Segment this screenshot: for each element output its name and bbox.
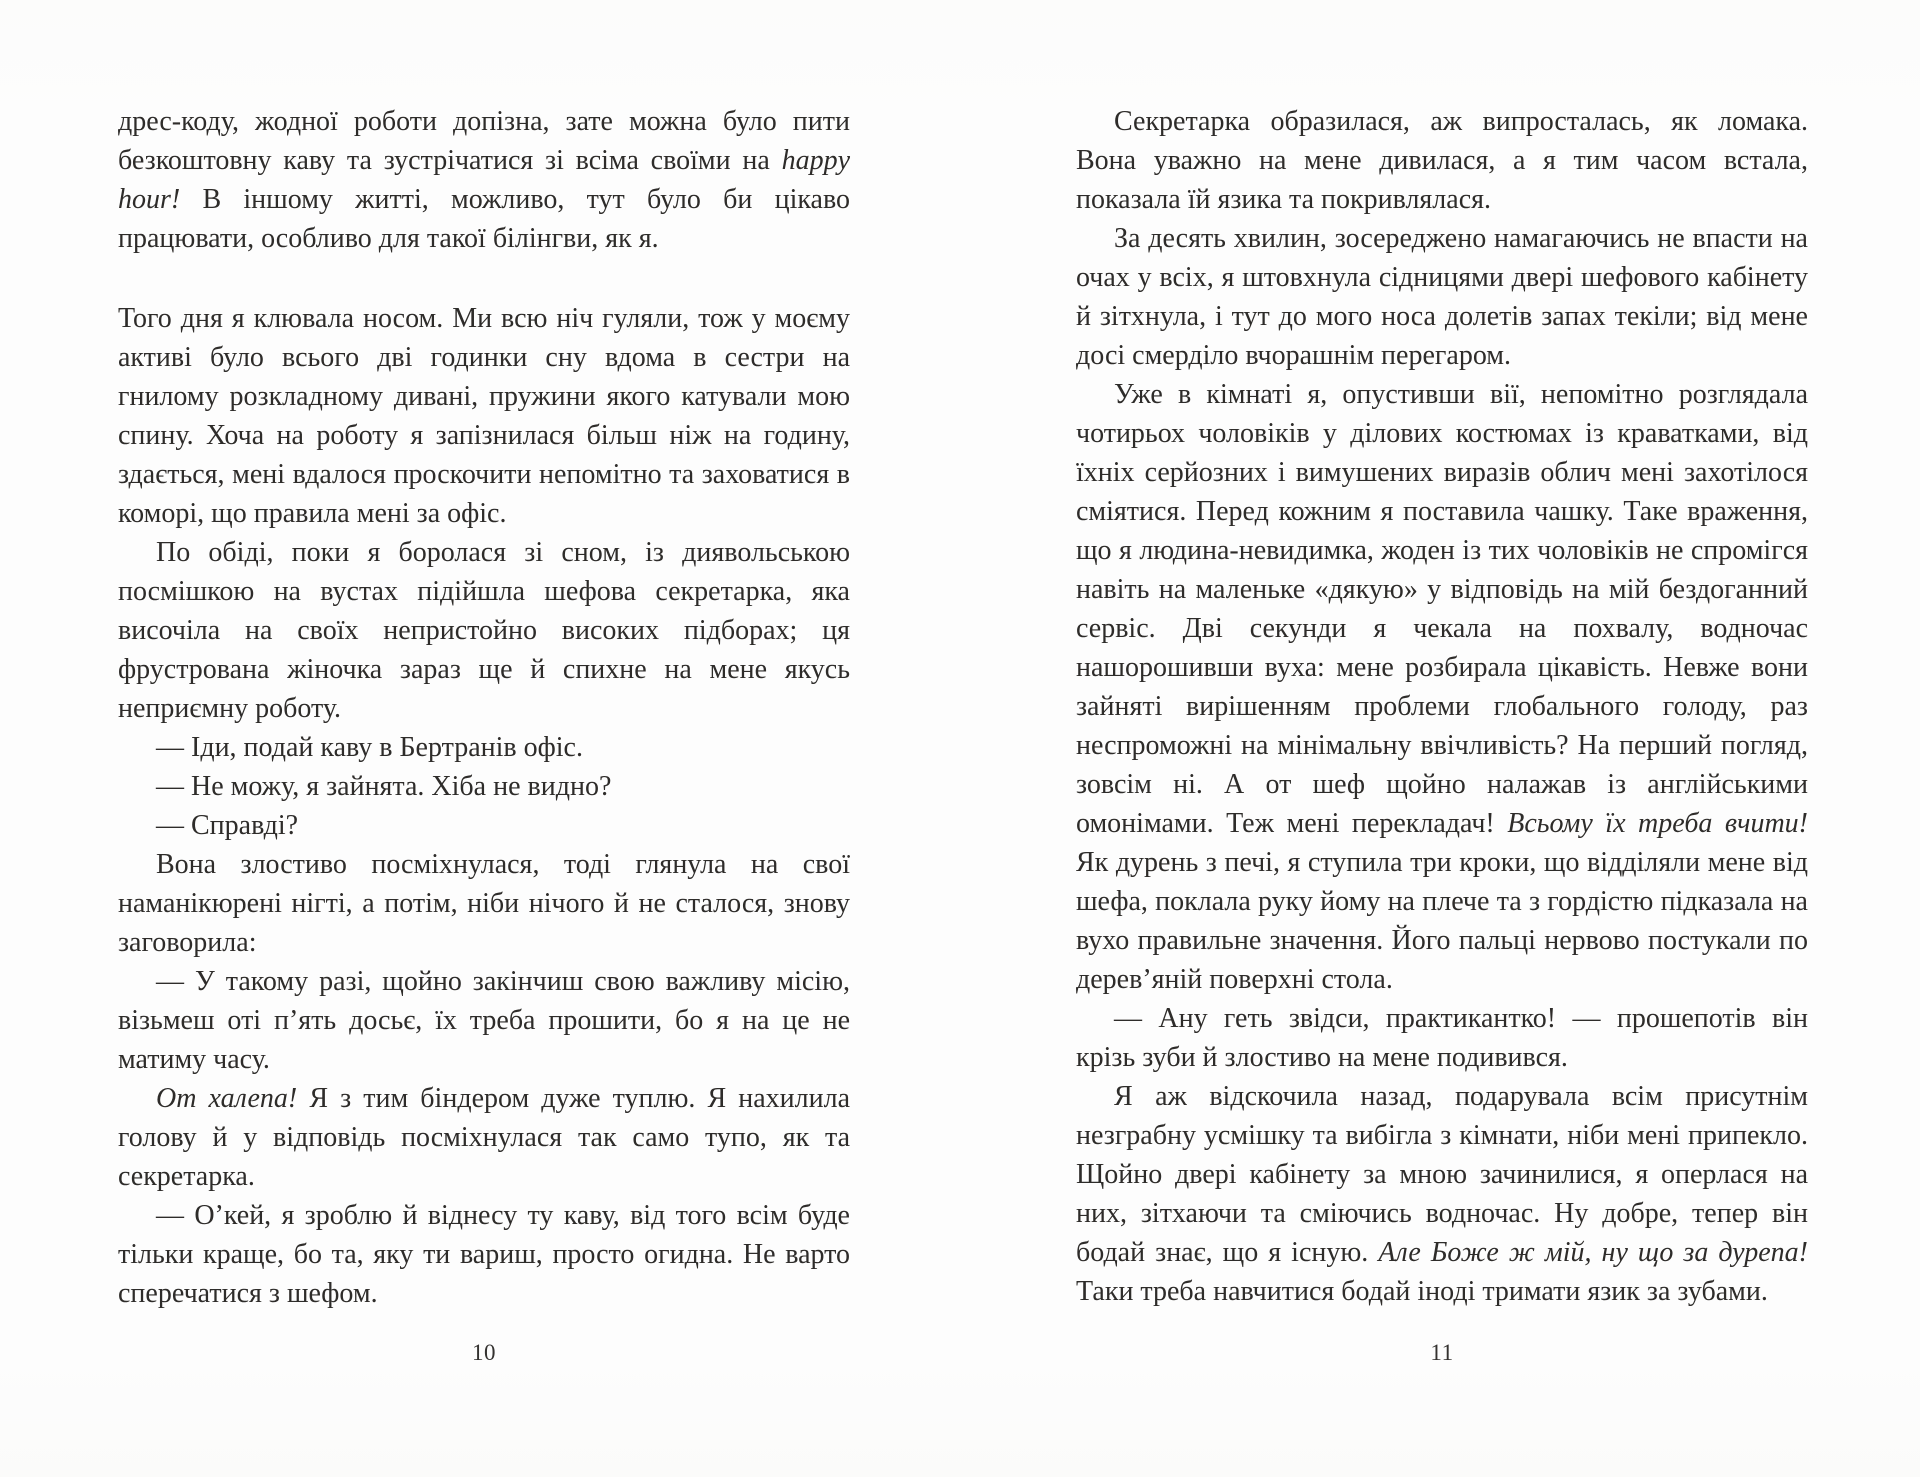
text-run: Вона злостиво посміхнулася, тоді глянула на свої наманікюрені нігті, а потім, ніби нічого й не сталося, знову заговорила: xyxy=(118,849,850,958)
paragraph xyxy=(118,1196,850,1313)
page-right-text-column xyxy=(1076,102,1808,1311)
paragraph xyxy=(118,1079,850,1196)
paragraph xyxy=(118,806,850,845)
text-run: За десять хвилин, зосереджено намагаючись не впасти на очах у всіх, я штовхнула сідницями двері шефового кабінету й зітхнула, і тут до мого носа долетів запах текіли; від мене досі смерділо вчорашнім перегаром. xyxy=(1076,223,1808,371)
paragraph xyxy=(118,767,850,806)
text-run: По обіді, поки я боролася зі сном, із диявольською посмішкою на вустах підійшла шефова секретарка, яка височіла на своїх непристойно високих підборах; ця фрустрована жіночка зараз ще й спихне на мене якусь неприємну роботу. xyxy=(118,537,850,724)
paragraph xyxy=(118,845,850,962)
text-run: — Ану геть звідси, практикантко! — прошепотів він крізь зуби й злостиво на мене подивився. xyxy=(1076,1003,1808,1073)
book-page-left xyxy=(118,0,850,1477)
text-run: — Іди, подай каву в Бертранів офіс. xyxy=(156,732,583,763)
italic-text-run: happy hour! xyxy=(118,145,850,215)
text-run: Того дня я клювала носом. Ми всю ніч гуляли, тож у моєму активі було всього дві годинки сну вдома в сестри на гнилому розкладному дивані, пружини якого катували мою спину. Хоча на роботу я запізнилася більш ніж на годину, здається, мені вдалося проскочити непомітно та заховатися в коморі, що правила мені за офіс. xyxy=(118,303,850,529)
paragraph xyxy=(118,102,850,258)
text-run: Секретарка образилася, аж випросталась, як ломака. Вона уважно на мене дивилася, а я тим часом встала, показала їй язика та покривлялася. xyxy=(1076,106,1808,215)
italic-text-run: Але Боже ж мій, ну що за дурепа! xyxy=(1378,1237,1808,1268)
text-run: — У такому разі, щойно закінчиш свою важливу місію, візьмеш оті п’ять досьє, їх треба прошити, бо я на це не матиму часу. xyxy=(118,966,850,1075)
paragraph xyxy=(118,962,850,1079)
paragraph xyxy=(118,299,850,533)
text-run: Уже в кімнаті я, опустивши вії, непомітно розглядала чотирьох чоловіків у ділових костюмах із краватками, від їхніх серйозних і вимушених виразів облич мені захотілося сміятися. Перед кожним я поставила чашку. Таке враження, що я людина-невидимка, жоден із тих чоловіків не спромігся навіть на маленьке «дякую» у відповідь на мій бездоганний сервіс. Дві секунди я чекала на похвалу, водночас нашорошивши вуха: мене розбирала цікавість. Невже вони зайняті вирішенням проблеми глобального голоду, раз неспроможні на мінімальну ввічливість? На перший погляд, зовсім ні. А от шеф щойно налажав із англійськими омонімами. Теж мені перекладач! xyxy=(1076,379,1808,839)
text-run: дрес-коду, жодної роботи допізна, зате можна було пити безкоштовну каву та зустрічатися зі всіма своїми на xyxy=(118,106,850,176)
page-number-left: 10 xyxy=(472,1340,496,1365)
text-run: Як дурень з печі, я ступила три кроки, що відділяли мене від шефа, поклала руку йому на плече та з гордістю підказала на вухо правильне значення. Його пальці нервово постукали по дерев’яній поверхні стола. xyxy=(1076,847,1808,995)
italic-text-run: От халепа! xyxy=(156,1083,298,1114)
book-page-right xyxy=(1076,0,1808,1477)
text-run: — О’кей, я зроблю й віднесу ту каву, від того всім буде тільки краще, бо та, яку ти вариш, просто огидна. Не варто сперечатися з шефом. xyxy=(118,1200,850,1309)
paragraph xyxy=(1076,1077,1808,1311)
page-number-right: 11 xyxy=(1430,1340,1454,1365)
paragraph xyxy=(1076,375,1808,999)
text-run: — Не можу, я зайнята. Хіба не видно? xyxy=(156,771,612,802)
paragraph xyxy=(1076,999,1808,1077)
paragraph xyxy=(118,533,850,728)
text-run: — Справді? xyxy=(156,810,299,841)
italic-text-run: Всьому їх треба вчити! xyxy=(1507,808,1808,839)
text-run: Я з тим біндером дуже туплю. Я нахилила голову й у відповідь посміхнулася так само тупо, як та секретарка. xyxy=(118,1083,850,1192)
text-run: Я аж відскочила назад, подарувала всім присутнім незграбну усмішку та вибігла з кімнати, ніби мені припекло. Щойно двері кабінету за мною зачинилися, я оперлася на них, зітхаючи та сміючись водночас. Ну добре, тепер він бодай знає, що я існую. xyxy=(1076,1081,1808,1268)
text-run: В іншому житті, можливо, тут було би цікаво працювати, особливо для такої білінгви, як я. xyxy=(118,184,850,254)
text-run: Таки треба навчитися бодай іноді тримати язик за зубами. xyxy=(1076,1276,1768,1307)
paragraph xyxy=(118,728,850,767)
page-left-text-column xyxy=(118,102,850,1313)
paragraph xyxy=(1076,219,1808,375)
paragraph xyxy=(1076,102,1808,219)
